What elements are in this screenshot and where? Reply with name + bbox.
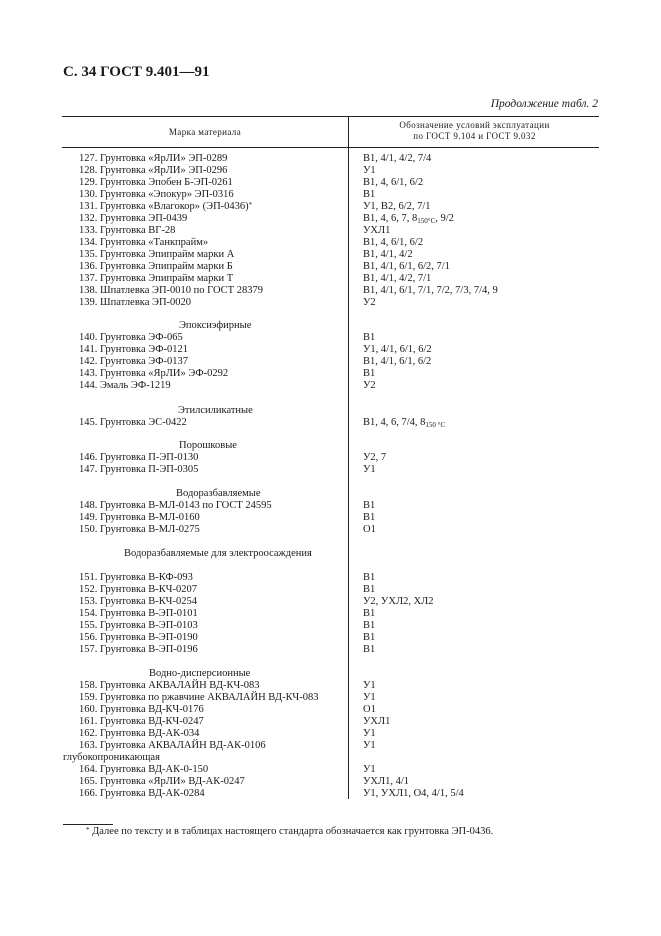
table-row (0, 344, 661, 356)
conditions-text-tail: , 9/2 (435, 213, 454, 224)
table-row (0, 249, 661, 261)
material-name-text: 163. Грунтовка АКВАЛАЙН ВД-АК-0106 (79, 740, 266, 751)
table-row (0, 464, 661, 476)
material-name-text: 145. Грунтовка ЭС-0422 (79, 417, 187, 428)
footnote-text: Далее по тексту и в таблицах настоящего стандарта обозначается как грунтовка ЭП-0436. (89, 826, 494, 837)
operating-conditions: В1, 4/1, 6/1, 6/2, 7/1 (363, 261, 450, 272)
table-row (0, 368, 661, 380)
section-heading: Порошковые (179, 440, 237, 451)
footnote (86, 826, 493, 838)
material-name-text: 143. Грунтовка «ЯрЛИ» ЭФ-0292 (79, 368, 229, 379)
material-name-text: 146. Грунтовка П-ЭП-0130 (79, 452, 199, 463)
table-row (0, 608, 661, 620)
material-name-text: 165. Грунтовка «ЯрЛИ» ВД-АК-0247 (79, 776, 245, 787)
operating-conditions: В1 (363, 368, 376, 379)
table-row (0, 237, 661, 249)
material-name (79, 764, 208, 776)
material-name-text: 156. Грунтовка В-ЭП-0190 (79, 632, 198, 643)
material-name (79, 632, 198, 644)
operating-conditions: У2, 7 (363, 452, 387, 463)
column-header-material: Марка материала (62, 117, 349, 147)
material-name (79, 680, 259, 692)
operating-conditions: УХЛ1 (363, 716, 391, 727)
operating-conditions: У1, УХЛ1, О4, 4/1, 5/4 (363, 788, 464, 799)
material-name-text: 137. Грунтовка Эпипрайм марки Т (79, 273, 234, 284)
operating-conditions: В1 (363, 608, 376, 619)
material-name-text: 152. Грунтовка В-КЧ-0207 (79, 584, 197, 595)
material-name (79, 692, 319, 704)
material-name (63, 752, 160, 764)
material-name-text: 134. Грунтовка «Танкпрайм» (79, 237, 209, 248)
material-name-text: 130. Грунтовка «Эпокур» ЭП-0316 (79, 189, 234, 200)
table-row (0, 189, 661, 201)
table-row (0, 380, 661, 392)
table-row (0, 201, 661, 213)
table-row (0, 332, 661, 344)
table-header (62, 116, 599, 148)
operating-conditions: В1 (363, 644, 376, 655)
material-name (79, 728, 199, 740)
operating-conditions: В1, 4/1, 4/2 (363, 249, 413, 260)
operating-conditions (363, 213, 454, 225)
material-name (79, 332, 183, 344)
material-name (79, 644, 198, 656)
footnote-reference: * (248, 201, 253, 209)
operating-conditions: В1 (363, 189, 376, 200)
material-name (79, 620, 198, 632)
operating-conditions: В1 (363, 620, 376, 631)
material-name (79, 273, 233, 285)
table-row (0, 153, 661, 165)
page-title: С. 34 ГОСТ 9.401—91 (63, 64, 210, 80)
material-name-text: 159. Грунтовка по ржавчине АКВАЛАЙН ВД-КЧ-083 (79, 692, 319, 703)
operating-conditions: У1, 4/1, 6/1, 6/2 (363, 344, 432, 355)
conditions-text: В1, 4, 6, 7/4, 8 (363, 417, 426, 428)
material-name (79, 189, 234, 201)
table-row (0, 764, 661, 776)
material-name-text: 151. Грунтовка В-КФ-093 (79, 572, 193, 583)
material-name-text: 162. Грунтовка ВД-АК-034 (79, 728, 200, 739)
material-name-text: 158. Грунтовка АКВАЛАЙН ВД-КЧ-083 (79, 680, 260, 691)
operating-conditions: В1 (363, 500, 376, 511)
table-row (0, 788, 661, 800)
material-name (79, 524, 200, 536)
table-row (0, 273, 661, 285)
footnote-divider (63, 824, 113, 825)
operating-conditions: У1 (363, 680, 376, 691)
operating-conditions: В1 (363, 584, 376, 595)
operating-conditions: У1 (363, 692, 376, 703)
material-name-text: 148. Грунтовка В-МЛ-0143 по ГОСТ 24595 (79, 500, 272, 511)
operating-conditions: В1, 4/1, 6/1, 7/1, 7/2, 7/3, 7/4, 9 (363, 285, 498, 296)
material-name (79, 201, 252, 213)
footnote-mark: * (86, 826, 90, 834)
table-row (0, 584, 661, 596)
table-row (0, 680, 661, 692)
material-name (79, 261, 233, 273)
material-name-text: 138. Шпатлевка ЭП-0010 по ГОСТ 28379 (79, 285, 263, 296)
material-name-text: 147. Грунтовка П-ЭП-0305 (79, 464, 199, 475)
operating-conditions: У1 (363, 740, 376, 751)
operating-conditions: О1 (363, 704, 376, 715)
material-name (79, 225, 175, 237)
material-name (79, 608, 198, 620)
material-name (79, 356, 188, 368)
operating-conditions: В1, 4, 6/1, 6/2 (363, 237, 424, 248)
operating-conditions: У2 (363, 297, 376, 308)
table-row (0, 417, 661, 429)
operating-conditions: В1 (363, 632, 376, 643)
table-row (0, 596, 661, 608)
operating-conditions: У1, В2, 6/2, 7/1 (363, 201, 431, 212)
section-heading: Водно-дисперсионные (149, 668, 251, 679)
column-header-conditions-line1: Обозначение условий эксплуатации (399, 120, 550, 130)
table-row (0, 692, 661, 704)
operating-conditions: В1 (363, 332, 376, 343)
material-name (79, 596, 197, 608)
material-name (79, 716, 204, 728)
material-name (79, 464, 198, 476)
material-name-text: 160. Грунтовка ВД-КЧ-0176 (79, 704, 204, 715)
material-name-text: 154. Грунтовка В-ЭП-0101 (79, 608, 198, 619)
material-name (79, 788, 205, 800)
material-name-text: 166. Грунтовка ВД-АК-0284 (79, 788, 205, 799)
table-row (0, 356, 661, 368)
material-name-text: 161. Грунтовка ВД-КЧ-0247 (79, 716, 204, 727)
operating-conditions: В1, 4/1, 4/2, 7/4 (363, 153, 432, 164)
material-name-text: 136. Грунтовка Эпипрайм марки Б (79, 261, 233, 272)
section-heading: Водоразбавляемые для электроосаждения (124, 548, 312, 559)
material-name-text: 157. Грунтовка В-ЭП-0196 (79, 644, 198, 655)
material-name (79, 776, 245, 788)
material-name-text: 149. Грунтовка В-МЛ-0160 (79, 512, 200, 523)
table-row (0, 620, 661, 632)
temperature-subscript: 150 °С (425, 421, 446, 429)
table-row (0, 740, 661, 752)
operating-conditions: У1 (363, 728, 376, 739)
operating-conditions: В1, 4/1, 4/2, 7/1 (363, 273, 432, 284)
table-row (0, 512, 661, 524)
material-name-text: 153. Грунтовка В-КЧ-0254 (79, 596, 197, 607)
material-name (79, 704, 204, 716)
operating-conditions: У1 (363, 764, 376, 775)
operating-conditions: О1 (363, 524, 376, 535)
table-row (0, 704, 661, 716)
table-row (0, 285, 661, 297)
material-name (79, 572, 193, 584)
material-name (79, 740, 266, 752)
column-header-conditions-line2: по ГОСТ 9.104 и ГОСТ 9.032 (413, 131, 536, 141)
table-continuation-label: Продолжение табл. 2 (490, 98, 598, 110)
material-name-text: 132. Грунтовка ЭП-0439 (79, 213, 188, 224)
table-row (0, 261, 661, 273)
table-row (0, 776, 661, 788)
material-name (79, 344, 188, 356)
operating-conditions: У1 (363, 464, 376, 475)
section-heading: Водоразбавляемые (176, 488, 261, 499)
material-name-text: 142. Грунтовка ЭФ-0137 (79, 356, 189, 367)
material-name-text: 135. Грунтовка Эпипрайм марки А (79, 249, 235, 260)
table-row (0, 177, 661, 189)
table-row (0, 728, 661, 740)
operating-conditions (363, 417, 445, 429)
material-name-text: 129. Грунтовка Эпобен Б-ЭП-0261 (79, 177, 233, 188)
material-name (79, 165, 227, 177)
material-name (79, 237, 208, 249)
material-name (79, 249, 234, 261)
operating-conditions: УХЛ1 (363, 225, 391, 236)
table-row (0, 572, 661, 584)
table-row (0, 213, 661, 225)
material-name-text: 164. Грунтовка ВД-АК-0-150 (79, 764, 209, 775)
material-name (79, 213, 187, 225)
material-name-text: 139. Шпатлевка ЭП-0020 (79, 297, 192, 308)
operating-conditions: У2 (363, 380, 376, 391)
material-name-text: 127. Грунтовка «ЯрЛИ» ЭП-0289 (79, 153, 228, 164)
table-row (0, 524, 661, 536)
operating-conditions: В1 (363, 572, 376, 583)
section-heading: Эпоксиэфирные (179, 320, 252, 331)
table-row (0, 632, 661, 644)
material-name (79, 584, 197, 596)
temperature-subscript: 150°С (417, 217, 436, 225)
operating-conditions: В1 (363, 512, 376, 523)
material-name-text: глубокопроникающая (63, 752, 160, 763)
operating-conditions: В1, 4, 6/1, 6/2 (363, 177, 424, 188)
table-row (0, 452, 661, 464)
material-name (79, 153, 227, 165)
material-name-text: 155. Грунтовка В-ЭП-0103 (79, 620, 198, 631)
operating-conditions: У1 (363, 165, 376, 176)
material-name-text: 133. Грунтовка ВГ-28 (79, 225, 176, 236)
table-row (0, 716, 661, 728)
material-name-text: 144. Эмаль ЭФ-1219 (79, 380, 171, 391)
material-name (79, 512, 200, 524)
material-name (79, 380, 171, 392)
table-row (0, 500, 661, 512)
material-name (79, 417, 187, 429)
table-row (0, 165, 661, 177)
column-header-conditions (350, 120, 599, 142)
conditions-text: В1, 4, 6, 7, 8 (363, 213, 418, 224)
material-name (79, 368, 228, 380)
section-heading: Этилсиликатные (178, 405, 253, 416)
operating-conditions: УХЛ1, 4/1 (363, 776, 410, 787)
material-name (79, 452, 198, 464)
material-name (79, 177, 233, 189)
material-name-text: 140. Грунтовка ЭФ-065 (79, 332, 183, 343)
operating-conditions: В1, 4/1, 6/1, 6/2 (363, 356, 432, 367)
table-row (0, 752, 661, 764)
material-name-text: 150. Грунтовка В-МЛ-0275 (79, 524, 200, 535)
operating-conditions: У2, УХЛ2, ХЛ2 (363, 596, 434, 607)
material-name-text: 128. Грунтовка «ЯрЛИ» ЭП-0296 (79, 165, 228, 176)
table-row (0, 225, 661, 237)
material-name (79, 297, 191, 309)
material-name-text: 141. Грунтовка ЭФ-0121 (79, 344, 189, 355)
material-name-text: 131. Грунтовка «Влагокор» (ЭП-0436) (79, 201, 249, 212)
material-name (79, 285, 263, 297)
table-row (0, 297, 661, 309)
material-name (79, 500, 272, 512)
table-row (0, 644, 661, 656)
